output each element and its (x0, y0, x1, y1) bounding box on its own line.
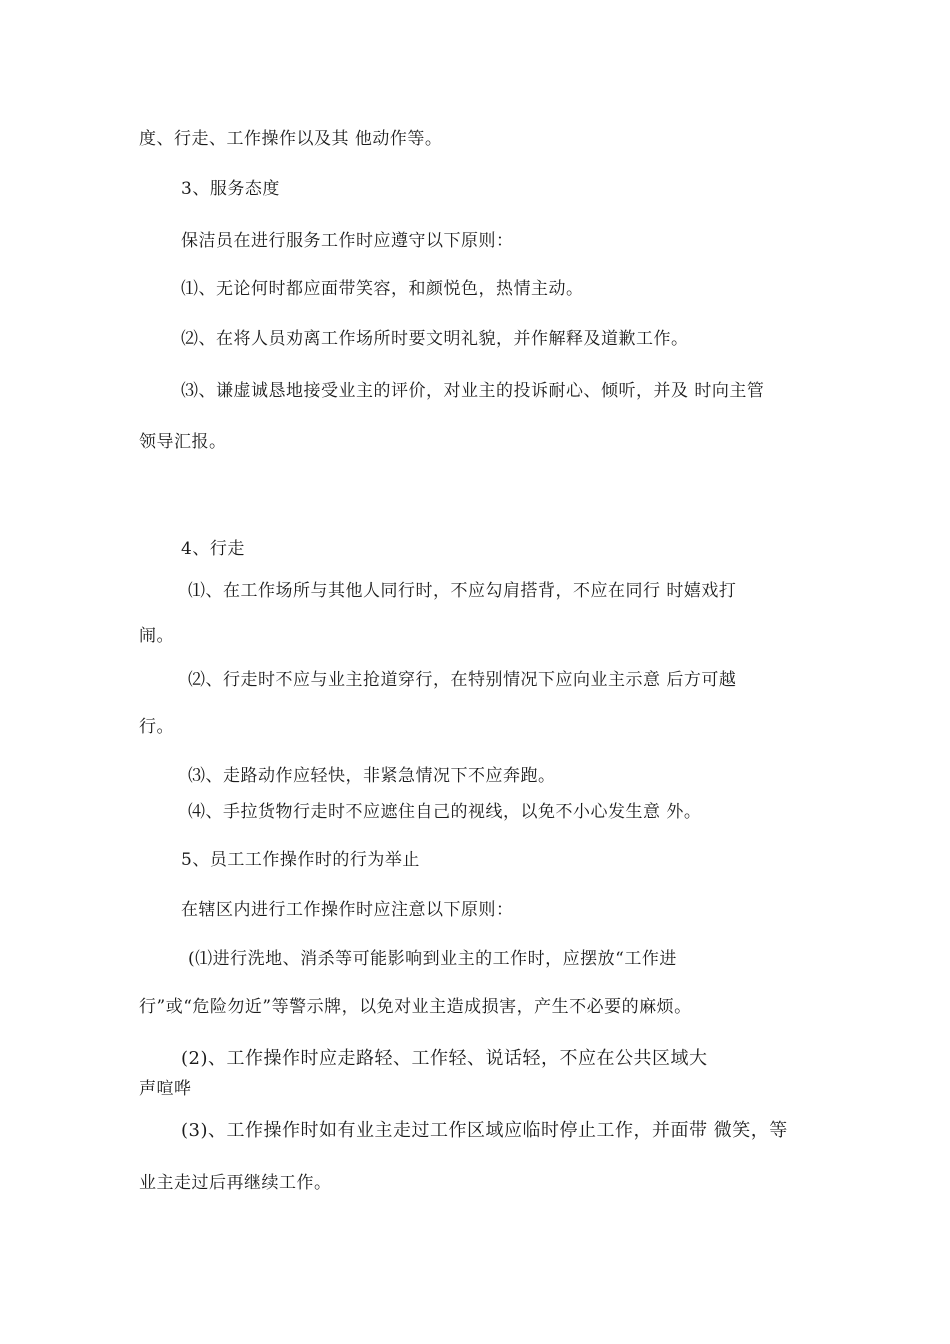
list-item: (⑴进行洗地、消杀等可能影响到业主的工作时，应摆放“工作进 (188, 949, 677, 969)
text-line: 在辖区内进行工作操作时应注意以下原则： (181, 900, 514, 920)
text-line: 度、行走、工作操作以及其 他动作等。 (139, 129, 443, 149)
text-line: 闹。 (139, 626, 174, 646)
text-line: 保洁员在进行服务工作时应遵守以下原则： (181, 231, 514, 251)
text-line: 业主走过后再继续工作。 (139, 1173, 332, 1193)
list-item: ⑴、无论何时都应面带笑容，和颜悦色，热情主动。 (181, 279, 584, 299)
list-item: ⑶、走路动作应轻快，非紧急情况下不应奔跑。 (188, 766, 556, 786)
list-item: ⑴、在工作场所与其他人同行时，不应勾肩搭背，不应在同行 时嬉戏打 (188, 581, 737, 601)
list-item: ⑵、行走时不应与业主抢道穿行，在特别情况下应向业主示意 后方可越 (188, 670, 737, 690)
list-item: ⑵、在将人员劝离工作场所时要文明礼貌，并作解释及道歉工作。 (181, 329, 689, 349)
list-item: (3)、工作操作时如有业主走过工作区域应临时停止工作，并面带 微笑，等 (181, 1120, 788, 1141)
list-item: ⑶、谦虚诚恳地接受业主的评价，对业主的投诉耐心、倾听，并及 时向主管 (181, 381, 765, 401)
section-heading: 4、行走 (181, 539, 245, 559)
section-heading: 3、服务态度 (181, 179, 280, 199)
section-heading: 5、员工工作操作时的行为举止 (181, 850, 420, 870)
list-item: (2)、工作操作时应走路轻、工作轻、说话轻，不应在公共区域大 (181, 1048, 708, 1069)
text-line: 行”或“危险勿近”等警示牌，以免对业主造成损害，产生不必要的麻烦。 (139, 997, 692, 1017)
text-line: 领导汇报。 (139, 432, 227, 452)
text-line: 行。 (139, 717, 174, 737)
list-item: ⑷、手拉货物行走时不应遮住自己的视线，以免不小心发生意 外。 (188, 802, 702, 822)
text-line: 声喧哗 (139, 1079, 192, 1099)
